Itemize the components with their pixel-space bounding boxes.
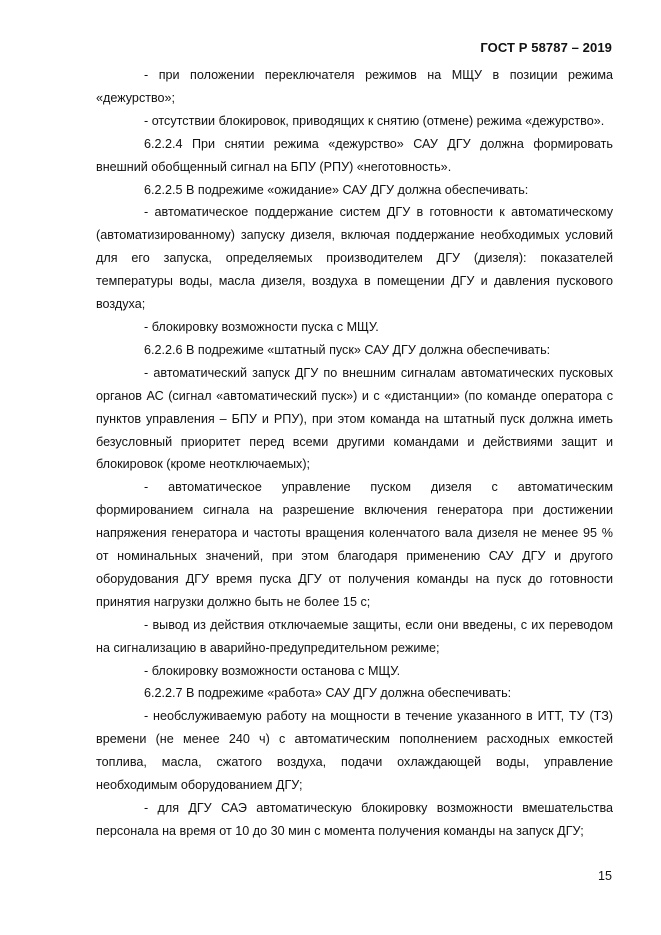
page-number: 15 xyxy=(597,869,612,883)
paragraph-auto-readiness: - автоматическое поддержание систем ДГУ в готовности к автоматическому (автоматизированному) запуску дизеля, включая поддержание необходимых условий для его запуска, определяемых производителем ДГУ (дизеля): показателей температуры воды, масла дизеля, воздуха в помещении ДГУ и давления пускового воздуха; xyxy=(96,205,613,312)
document-body xyxy=(96,64,613,843)
document-header-standard-id: ГОСТ Р 58787 – 2019 xyxy=(480,40,612,55)
paragraph-6-2-2-4: 6.2.2.4 При снятии режима «дежурство» САУ ДГУ должна формировать внешний обобщенный сигнал на БПУ (РПУ) «неготовность». xyxy=(96,136,613,174)
paragraph-6-2-2-7: 6.2.2.7 В подрежиме «работа» САУ ДГУ должна обеспечивать: xyxy=(144,686,512,701)
paragraph-personnel-blocking: - для ДГУ САЭ автоматическую блокировку возможности вмешательства персонала на время от 10 до 30 мин с момента получения команды на запуск ДГУ; xyxy=(96,801,613,838)
paragraph-6-2-2-6: 6.2.2.6 В подрежиме «штатный пуск» САУ ДГУ должна обеспечивать: xyxy=(144,342,551,357)
paragraph-unattended-operation: - необслуживаемую работу на мощности в течение указанного в ИТТ, ТУ (ТЗ) времени (не менее 240 ч) с автоматическим пополнением расходных емкостей топлива, масла, сжатого воздуха, подачи охлаждающей воды, управление необходимым оборудованием ДГУ; xyxy=(96,709,613,793)
paragraph-start-blocking: - блокировку возможности пуска с МЩУ. xyxy=(144,319,379,334)
paragraph-stop-blocking: - блокировку возможности останова с МЩУ. xyxy=(144,663,401,678)
paragraph-auto-start: - автоматический запуск ДГУ по внешним сигналам автоматических пусковых органов АС (сигнал «автоматический пуск») и с «дистанции» (по команде оператора с пунктов управления – БПУ и РПУ), при этом команда на штатный пуск должна иметь безусловный приоритет перед всеми другими командами и действиями защит и блокировок (кроме неотключаемых); xyxy=(96,365,613,472)
paragraph-duty-switch-position: - при положении переключателя режимов на МЩУ в позиции режима «дежурство»; xyxy=(96,68,613,105)
paragraph-6-2-2-5: 6.2.2.5 В подрежиме «ожидание» САУ ДГУ должна обеспечивать: xyxy=(144,182,529,197)
paragraph-no-blocking: - отсутствии блокировок, приводящих к снятию (отмене) режима «дежурство». xyxy=(144,113,605,128)
paragraph-protection-disable: - вывод из действия отключаемые защиты, если они введены, с их переводом на сигнализацию в аварийно-предупредительном режиме; xyxy=(96,617,613,655)
paragraph-auto-start-control: - автоматическое управление пуском дизеля с автоматическим формированием сигнала на разрешение включения генератора при достижении напряжения генератора и частоты вращения коленчатого вала дизеля не менее 95 % от номинальных значений, при этом благодаря применению САУ ДГУ и другого оборудования ДГУ время пуска ДГУ от получения команды на пуск до готовности принятия нагрузки должно быть не более 15 с; xyxy=(96,480,613,609)
